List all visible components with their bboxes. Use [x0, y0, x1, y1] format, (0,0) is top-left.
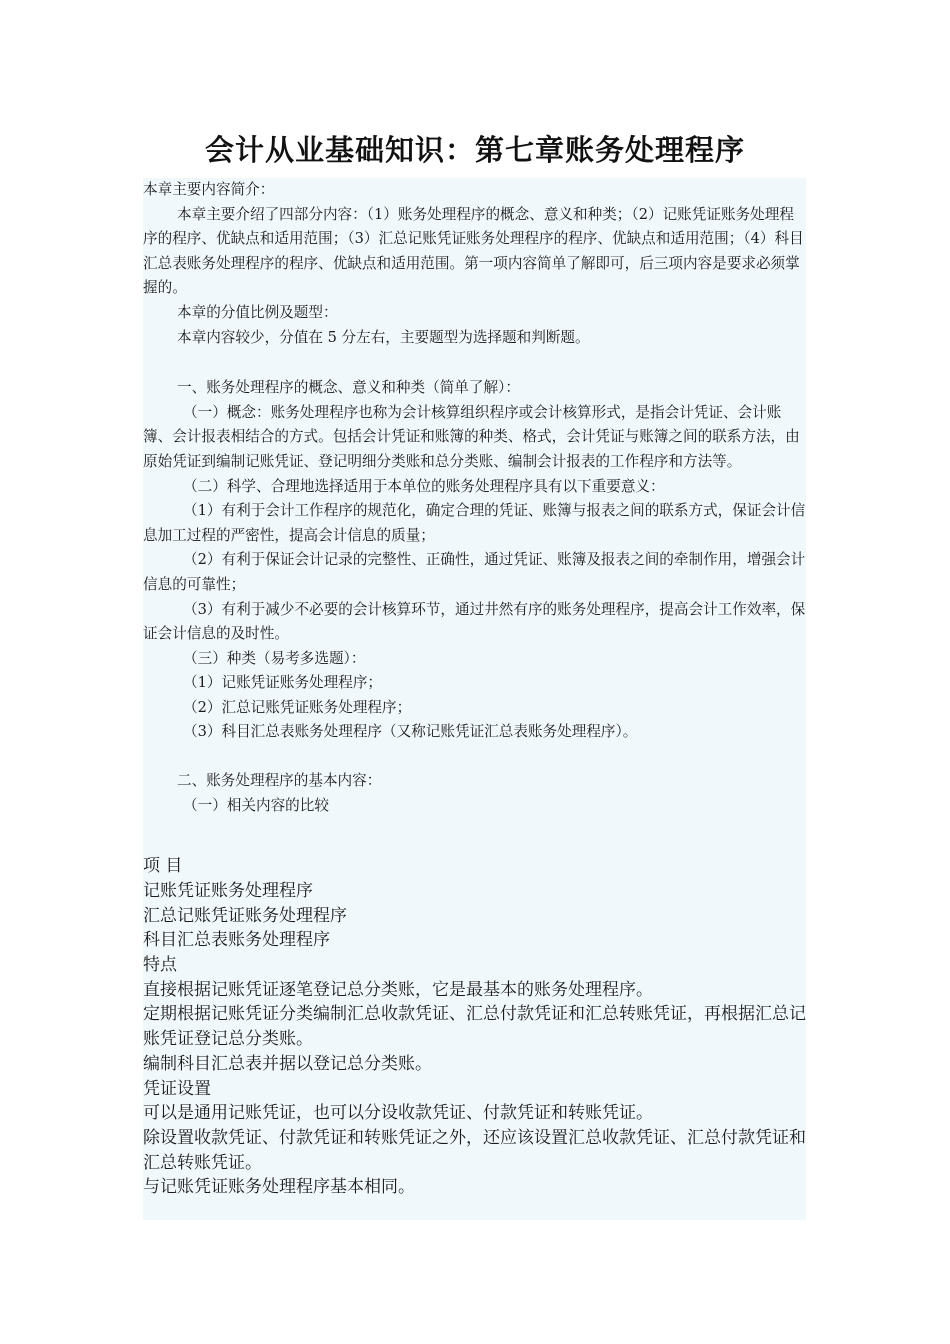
type-item-3: （3）科目汇总表账务处理程序（又称记账凭证汇总表账务处理程序）。 — [183, 723, 638, 741]
table-cell: 科目汇总表账务处理程序 — [143, 930, 330, 951]
significance-item-2: （2）有利于保证会计记录的完整性、正确性，通过凭证、账簿及报表之间的牵制作用，增强会计信息的可靠性； — [143, 551, 806, 593]
type-item-1: （1）记账凭证账务处理程序； — [183, 674, 383, 692]
section1-heading: 一、账务处理程序的概念、意义和种类（简单了解）： — [177, 379, 520, 397]
types-heading: （三）种类（易考多选题）： — [183, 649, 366, 667]
spacer — [143, 745, 806, 769]
table-cell: 除设置收款凭证、付款凭证和转账凭证之外，还应该设置汇总收款凭证、汇总付款凭证和汇总转账凭证。 — [143, 1127, 806, 1173]
comparison-table — [143, 854, 806, 1200]
table-cell: 编制科目汇总表并据以登记总分类账。 — [143, 1053, 432, 1074]
spacer — [143, 350, 806, 376]
type-item-2: （2）汇总记账凭证账务处理程序； — [183, 698, 412, 716]
intro-paragraph: 本章主要介绍了四部分内容：（1）账务处理程序的概念、意义和种类；（2）记账凭证账务处理程序的程序、优缺点和适用范围；（3）汇总记账凭证账务处理程序的程序、优缺点和适用范围；（4）科目汇总表账务处理程序的程序、优缺点和适用范围。第一项内容简单了解即可，后三项内容是要求必须掌握的。 — [143, 205, 804, 297]
table-cell: 可以是通用记账凭证，也可以分设收款凭证、付款凭证和转账凭证。 — [143, 1103, 653, 1124]
table-cell: 特点 — [143, 955, 177, 976]
score-text: 本章内容较少，分值在 5 分左右，主要题型为选择题和判断题。 — [177, 328, 590, 346]
document-body — [143, 178, 806, 1220]
significance-heading: （二）科学、合理地选择适用于本单位的账务处理程序具有以下重要意义： — [183, 477, 665, 495]
page-title: 会计从业基础知识：第七章账务处理程序 — [204, 133, 745, 167]
score-heading: 本章的分值比例及题型： — [177, 303, 338, 321]
table-cell: 记账凭证账务处理程序 — [143, 880, 313, 901]
section2-subheading: （一）相关内容的比较 — [183, 796, 329, 814]
table-cell: 项 目 — [143, 856, 183, 877]
significance-item-1: （1）有利于会计工作程序的规范化，确定合理的凭证、账簿与报表之间的联系方式，保证会计信息加工过程的严密性，提高会计信息的质量； — [143, 502, 806, 544]
intro-heading: 本章主要内容简介： — [143, 181, 275, 198]
significance-item-3: （3）有利于减少不必要的会计核算环节，通过井然有序的账务处理程序，提高会计工作效率，保证会计信息的及时性。 — [143, 600, 806, 643]
section2-heading: 二、账务处理程序的基本内容： — [177, 772, 382, 790]
table-cell: 直接根据记账凭证逐笔登记总分类账，它是最基本的账务处理程序。 — [143, 979, 653, 1000]
concept-paragraph: （一）概念：账务处理程序也称为会计核算组织程序或会计核算形式，是指会计凭证、会计账簿、会计报表相结合的方式。包括会计凭证和账簿的种类、格式，会计凭证与账簿之间的联系方法，由原始凭证到编制记账凭证、登记明细分类账和总分类账、编制会计报表的工作程序和方法等。 — [143, 403, 800, 470]
table-cell: 凭证设置 — [143, 1078, 211, 1099]
table-cell: 与记账凭证账务处理程序基本相同。 — [143, 1177, 415, 1198]
table-cell: 汇总记账凭证账务处理程序 — [143, 905, 347, 926]
table-cell: 定期根据记账凭证分类编制汇总收款凭证、汇总付款凭证和汇总转账凭证，再根据汇总记账凭证登记总分类账。 — [143, 1004, 806, 1050]
text-section — [143, 178, 806, 818]
